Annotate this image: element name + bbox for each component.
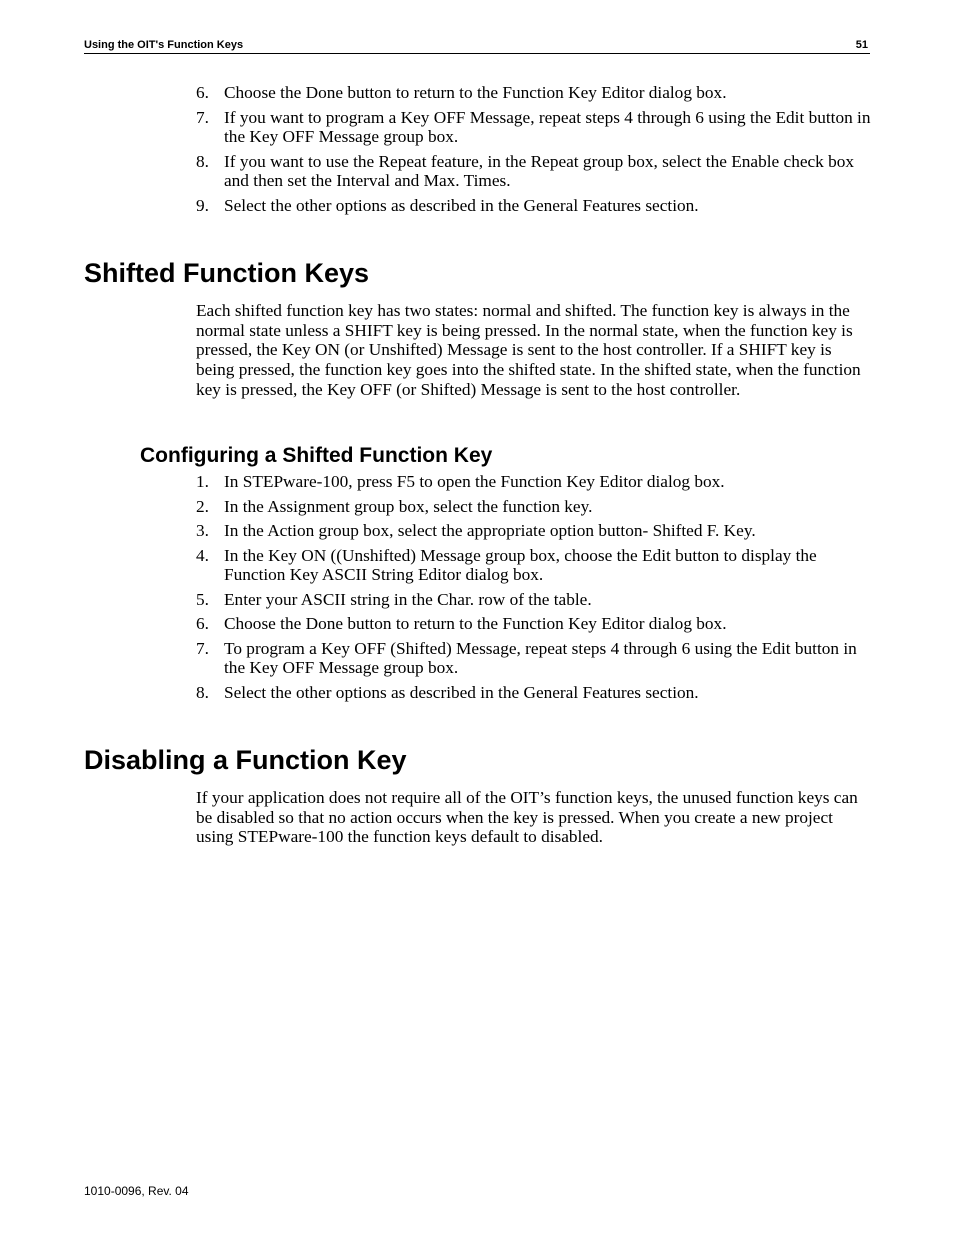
disabling-heading: Disabling a Function Key (84, 745, 407, 775)
step-number: 5. (196, 589, 209, 609)
step-text: If you want to use the Repeat feature, in the Repeat group box, select the Enable check box and then set the Interval and Max. Times. (224, 151, 855, 191)
page-number: 51 (855, 39, 868, 51)
step-text: To program a Key OFF (Shifted) Message, repeat steps 4 through 6 using the Edit button in the Key OFF Message group box. (224, 638, 857, 678)
step-text: In the Key ON ((Unshifted) Message group box, choose the Edit button to display the Function Key ASCII String Editor dialog box. (224, 545, 817, 585)
disabling-paragraph: If your application does not require all of the OIT’s function keys, the unused function keys can be disabled so that no action occurs when the key is pressed. When you create a new project using STEPware-100 the function keys default to disabled. (196, 788, 858, 847)
step-number: 3. (196, 521, 209, 540)
step-text: In STEPware-100, press F5 to open the Function Key Editor dialog box. (224, 472, 725, 491)
step-text: Choose the Done button to return to the Function Key Editor dialog box. (224, 83, 727, 102)
header-title: Using the OIT's Function Keys (84, 39, 244, 51)
list-item (196, 152, 876, 191)
step-text: Select the other options as described in the General Features section. (224, 682, 699, 702)
step-number: 6. (196, 614, 209, 634)
step-text: Select the other options as described in the General Features section. (224, 195, 699, 215)
step-text: Enter your ASCII string in the Char. row of the table. (224, 589, 592, 609)
list-item (196, 196, 876, 216)
list-item (196, 614, 876, 634)
step-number: 9. (196, 195, 209, 215)
step-text: Choose the Done button to return to the Function Key Editor dialog box. (224, 614, 727, 634)
list-item (196, 639, 876, 678)
step-number: 8. (196, 151, 209, 171)
list-item (196, 521, 876, 541)
step-number: 4. (196, 545, 209, 565)
step-number: 7. (196, 638, 209, 658)
step-number: 1. (196, 472, 209, 491)
page-header (84, 38, 870, 54)
step-text: If you want to program a Key OFF Message, repeat steps 4 through 6 using the Edit button in the Key OFF Message group box. (224, 107, 871, 147)
document-number: 1010-0096, Rev. 04 (84, 1184, 189, 1198)
list-item (196, 546, 876, 585)
step-number: 2. (196, 496, 209, 516)
step-text: In the Assignment group box, select the function key. (224, 496, 593, 516)
list-item (196, 472, 876, 492)
step-number: 7. (196, 107, 209, 127)
configuring-steps-list (196, 472, 876, 707)
step-number: 6. (196, 83, 209, 102)
shifted-paragraph: Each shifted function key has two states: normal and shifted. The function key is always in the normal state unless a SHIFT key is being pressed. In the normal state, when the function key is pressed, the Key ON (or Unshifted) Message is sent to the host controller. If a SHIFT key is being pressed, the function key goes into the shifted state. In the shifted state, when the function key is pressed, the Key OFF (or Shifted) Message is sent to the host controller. (196, 301, 861, 399)
list-item (196, 683, 876, 703)
list-item (196, 497, 876, 517)
list-item (196, 83, 876, 103)
list-item (196, 590, 876, 610)
top-steps-list (196, 83, 876, 220)
shifted-heading: Shifted Function Keys (84, 258, 370, 288)
configuring-heading: Configuring a Shifted Function Key (140, 444, 493, 467)
step-text: In the Action group box, select the appropriate option button- Shifted F. Key. (224, 521, 756, 540)
list-item (196, 108, 876, 147)
step-number: 8. (196, 682, 209, 702)
